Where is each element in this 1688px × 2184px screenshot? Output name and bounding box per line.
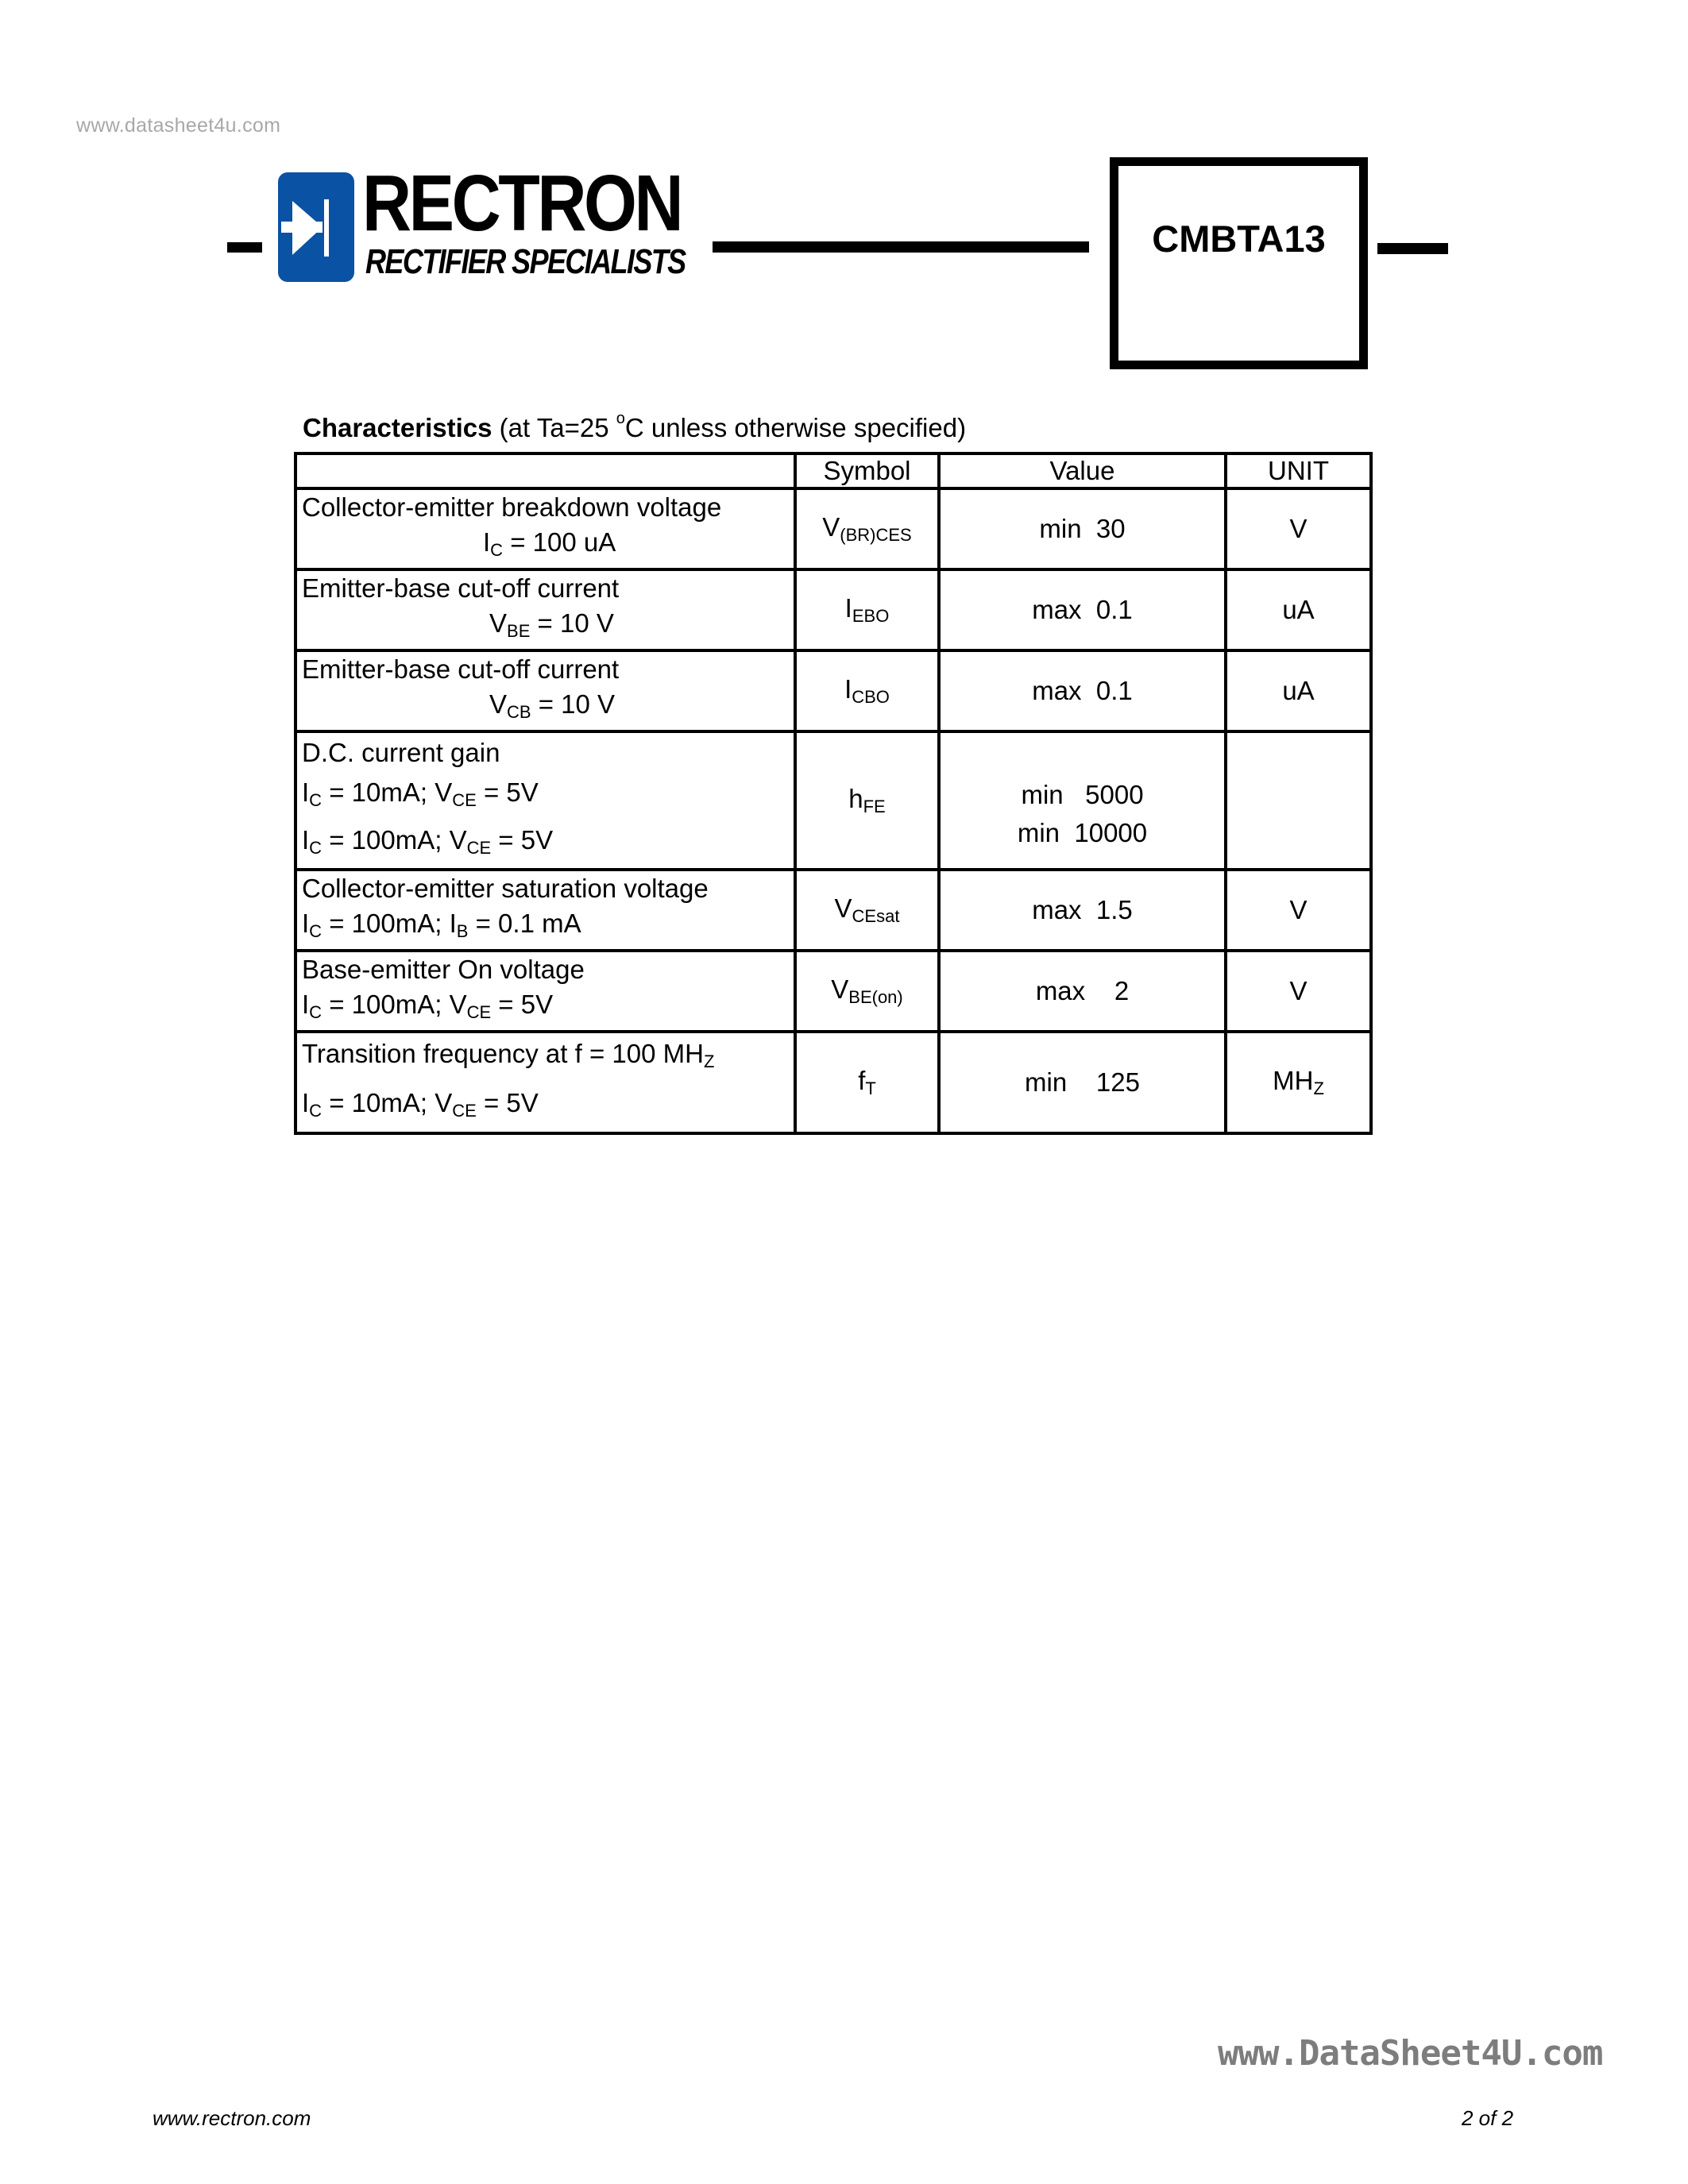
value-cell: max 1.5 [939,870,1226,951]
unit-cell: uA [1226,650,1371,731]
part-number-box [1110,157,1368,369]
unit-cell: V [1226,951,1371,1032]
watermark-top-link[interactable]: www.datasheet4u.com [76,114,281,137]
test-condition: $I_C = 100mA$; $V_{CE} = 5V$ [302,990,554,1022]
header-value: Value [939,453,1226,488]
unit-cell: V [1226,870,1371,951]
table-row [295,569,1371,650]
symbol-cell: $V_{(BR)CES}$ [795,488,939,569]
unit-cell [1226,731,1371,870]
parameter-cell [295,650,795,731]
hfe-values: min 5000 min 10000 [1017,780,1148,847]
unit-cell: $MH_Z$ [1226,1032,1371,1133]
symbol-cell: $f_T$ [795,1032,939,1133]
left-dash-divider [227,242,262,253]
parameter-cell [295,731,795,870]
test-condition: $I_C = 100mA$; $V_{CE} = 5V$ [302,825,554,858]
symbol-cell: $h_{FE}$ [795,731,939,870]
parameter-cell [295,870,795,951]
part-number: CMBTA13 [1152,218,1326,260]
table-row [295,951,1371,1032]
value-cell: max 0.1 [939,650,1226,731]
symbol-cell: $I_{CBO}$ [795,650,939,731]
parameter-name: Emitter-base cut-off current [302,573,620,603]
section-title-prefix: (at Ta=25 [492,413,616,442]
parameter-name: D.C. current gain [302,738,500,767]
unit-cell: uA [1226,569,1371,650]
parameter-cell [295,569,795,650]
symbol-cell: $I_{EBO}$ [795,569,939,650]
symbol-cell: $V_{CEsat}$ [795,870,939,951]
symbol-cell: $V_{BE(on)}$ [795,951,939,1032]
degree-symbol: o [616,410,625,427]
test-condition: $I_C = 10mA$; $V_{CE} = 5V$ [302,1088,539,1121]
table-header-row [295,453,1371,488]
parameter-cell [295,488,795,569]
header-bar-divider [713,241,1089,253]
table-row [295,731,1371,870]
header-unit: UNIT [1226,453,1371,488]
footer-website-link[interactable]: www.rectron.com [153,2106,311,2130]
section-title-bold: Characteristics [303,413,492,442]
parameter-name: Collector-emitter saturation voltage [302,874,709,903]
brand-name: RECTRON [362,159,682,248]
parameter-name: Base-emitter On voltage [302,955,585,984]
value-cell: min 30 [939,488,1226,569]
value-cell [939,731,1226,870]
test-condition: $V_{BE} = 10$ V [489,608,614,641]
parameter-name: Emitter-base cut-off current [302,654,620,684]
parameter-cell [295,1032,795,1133]
section-title-suffix: C unless otherwise specified) [624,413,967,442]
header-parameter [295,453,795,488]
parameter-name: Transition frequency at f = 100 $MH_Z$ [302,1039,715,1071]
page-number: 2 of 2 [1462,2106,1514,2130]
test-condition: $I_C = 100mA$; $I_B = 0.1$ mA [302,909,581,941]
parameter-cell [295,951,795,1032]
table-row [295,1032,1371,1133]
parameter-name: Collector-emitter breakdown voltage [302,492,722,522]
table-row [295,870,1371,951]
unit-cell: V [1226,488,1371,569]
section-title [303,410,967,443]
characteristics-table [294,452,1373,1135]
brand-tagline: RECTIFIER SPECIALISTS [365,242,686,281]
watermark-footer-link[interactable]: www.DataSheet4U.com [1218,2033,1603,2074]
diode-symbol-icon [278,172,354,282]
value-cell: min 125 [939,1032,1226,1133]
table-row [295,488,1371,569]
header-symbol: Symbol [795,453,939,488]
test-condition: $I_C = 10mA$; $V_{CE} = 5V$ [302,778,539,810]
right-dash-divider [1377,243,1448,254]
table-row [295,650,1371,731]
test-condition: $I_C = 100$ uA [483,527,616,560]
value-cell: max 2 [939,951,1226,1032]
value-cell: max 0.1 [939,569,1226,650]
test-condition: $V_{CB} = 10$ V [489,689,616,722]
